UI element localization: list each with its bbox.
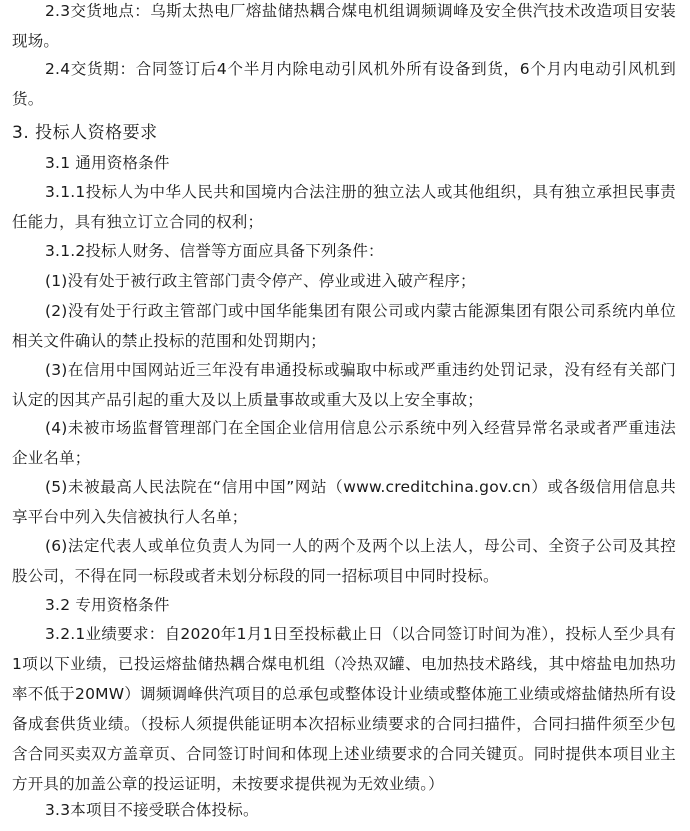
- requirement-item-4: (4)未被市场监督管理部门在全国企业信用信息公示系统中列入经营异常名录或者严重违法企业名单；: [12, 419, 676, 467]
- section-3-heading: 3. 投标人资格要求: [12, 123, 158, 143]
- clause-2-4-delivery-period: 2.4交货期：合同签订后4个半月内除电动引风机外所有设备到货，6个月内电动引风机到货。: [12, 60, 676, 108]
- requirement-item-2: (2)没有处于行政主管部门或中国华能集团有限公司或内蒙古能源集团有限公司系统内单位相关文件确认的禁止投标的范围和处罚期内；: [12, 302, 676, 350]
- clause-3-2-title: 3.2 专用资格条件: [45, 596, 170, 614]
- clause-3-1-2: 3.1.2投标人财务、信誉等方面应具备下列条件：: [45, 242, 384, 260]
- requirement-item-1: (1)没有处于被行政主管部门责令停产、停业或进入破产程序；: [45, 272, 476, 290]
- clause-3-1-1: 3.1.1投标人为中华人民共和国境内合法注册的独立法人或其他组织，具有独立承担民事责任能力，具有独立订立合同的权利；: [12, 183, 676, 231]
- clause-3-3-no-consortium: 3.3本项目不接受联合体投标。: [45, 801, 259, 819]
- clause-2-3-delivery-location: 2.3交货地点：乌斯太热电厂熔盐储热耦合煤电机组调频调峰及安全供汽技术改造项目安装现场。: [12, 2, 676, 50]
- clause-3-1-title: 3.1 通用资格条件: [45, 154, 170, 172]
- requirement-item-6: (6)法定代表人或单位负责人为同一人的两个及两个以上法人，母公司、全资子公司及其控股公司，不得在同一标段或者未划分标段的同一招标项目中同时投标。: [12, 537, 676, 585]
- requirement-item-5: (5)未被最高人民法院在“信用中国”网站（www.creditchina.gov.cn）或各级信用信息共享平台中列入失信被执行人名单；: [12, 478, 676, 526]
- clause-3-2-1-performance: 3.2.1业绩要求：自2020年1月1日至投标截止日（以合同签订时间为准），投标人至少具有1项以下业绩，已投运熔盐储热耦合煤电机组（冷热双罐、电加热技术路线，其中熔盐电加热功率不低于20MW）调频调峰供汽项目的总承包或整体设计业绩或整体施工业绩或熔盐储热所有设备成套供货业绩。（投标人须提供能证明本次招标业绩要求的合同扫描件，合同扫描件须至少包含合同买卖双方盖章页、合同签订时间和体现上述业绩要求的合同关键页。同时提供本项目业主方开具的加盖公章的投运证明，未按要求提供视为无效业绩。）: [12, 625, 676, 793]
- requirement-item-3: (3)在信用中国网站近三年没有串通投标或骗取中标或严重违约处罚记录，没有经有关部门认定的因其产品引起的重大及以上质量事故或重大及以上安全事故；: [12, 361, 676, 409]
